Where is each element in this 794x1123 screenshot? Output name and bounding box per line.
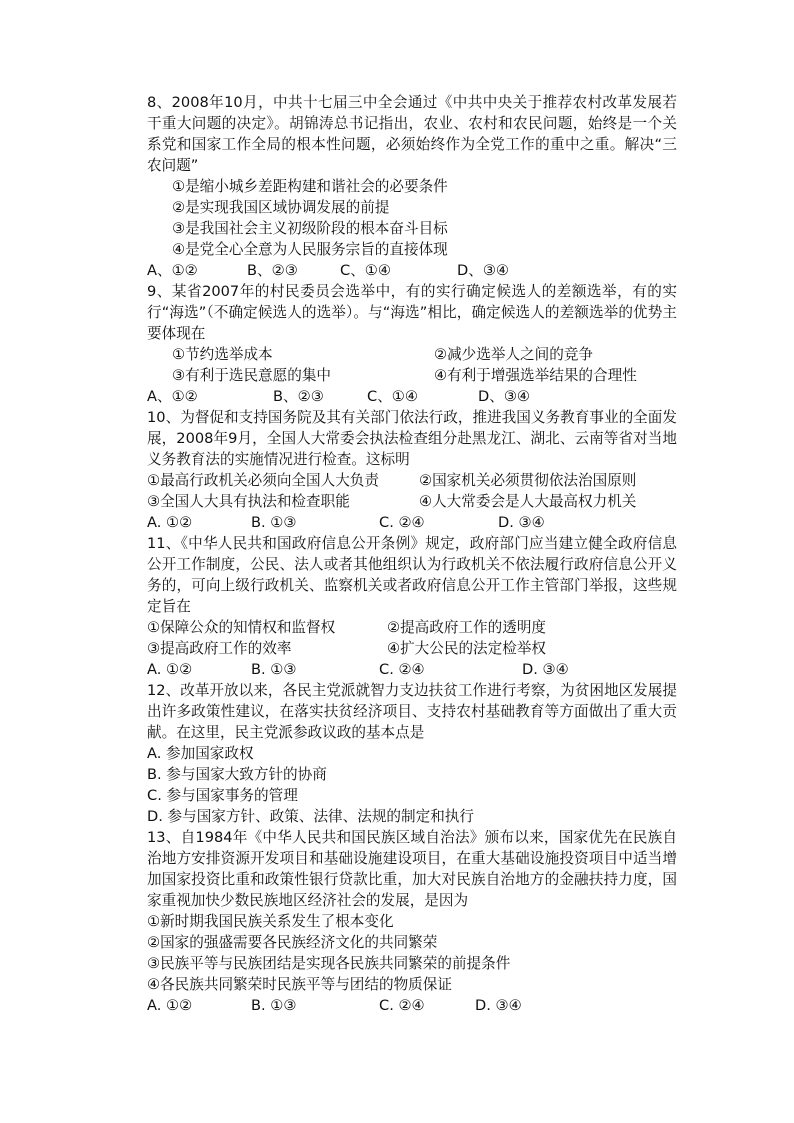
statement-option: ③提高政府工作的效率 bbox=[147, 640, 292, 657]
statement-option: ①最高行政机关必须向全国人大负责 bbox=[147, 472, 379, 489]
question-stem: 10、为督促和支持国务院及其有关部门依法行政，推进我国义务教育事业的全面发展，2008年9月，全国人大常委会执法检查组分赴黑龙江、湖北、云南等省对当地义务教育法的实施情况进行检查。这标明 bbox=[147, 409, 677, 468]
statement-option-row bbox=[147, 638, 677, 659]
answer-choice-b: B. 参与国家大致方针的协商 bbox=[147, 766, 327, 783]
statement-option: ①是缩小城乡差距构建和谐社会的必要条件 bbox=[172, 178, 448, 195]
question-stem: 12、改革开放以来，各民主党派就智力支边扶贫工作进行考察，为贫困地区发展提出许多政策性建议，在落实扶贫经济项目、支持农村基础教育等方面做出了重大贡献。在这里，民主党派参政议政的基本点是 bbox=[147, 682, 677, 741]
statement-option: ③全国人大具有执法和检查职能 bbox=[147, 493, 350, 510]
question-9 bbox=[147, 281, 677, 407]
statement-option: ②是实现我国区域协调发展的前提 bbox=[172, 199, 390, 216]
answer-choices bbox=[147, 659, 677, 680]
statement-option: ③有利于选民意愿的集中 bbox=[172, 367, 332, 384]
answer-choice-c: C. ②④ bbox=[379, 661, 425, 678]
answer-choice-b: B、②③ bbox=[247, 262, 298, 279]
statement-option-row bbox=[147, 365, 677, 386]
statement-option: ④人大常委会是人大最高权力机关 bbox=[419, 493, 637, 510]
statement-option-row bbox=[147, 470, 677, 491]
question-8 bbox=[147, 92, 677, 281]
statement-option: ②提高政府工作的透明度 bbox=[387, 619, 547, 636]
statement-option-row bbox=[147, 617, 677, 638]
question-10 bbox=[147, 407, 677, 533]
answer-choices bbox=[147, 995, 677, 1016]
statement-option: ③是我国社会主义初级阶段的根本奋斗目标 bbox=[172, 220, 448, 237]
statement-option-row bbox=[147, 344, 677, 365]
question-stem: 13、自1984年《中华人民共和国民族区域自治法》颁布以来，国家优先在民族自治地方安排资源开发项目和基础设施建设项目，在重大基础设施投资项目中适当增加国家投资比重和政策性银行贷款比重，加大对民族自治地方的金融扶持力度，国家重视加快少数民族地区经济社会的发展，是因为 bbox=[147, 829, 677, 909]
answer-choice-a: A. ①② bbox=[147, 514, 193, 531]
answer-choice-a: A. 参加国家政权 bbox=[147, 745, 254, 762]
statement-option: ④扩大公民的法定检举权 bbox=[387, 640, 547, 657]
answer-choice-d: D. ③④ bbox=[475, 997, 522, 1014]
statement-option: ①节约选举成本 bbox=[172, 346, 273, 363]
question-12 bbox=[147, 680, 677, 827]
answer-choice-c: C. ②④ bbox=[379, 514, 425, 531]
answer-choice-d: D. ③④ bbox=[522, 661, 569, 678]
question-13 bbox=[147, 827, 677, 1016]
answer-choice-b: B、②③ bbox=[273, 388, 324, 405]
answer-choice-d: D. 参与国家方针、政策、法律、法规的制定和执行 bbox=[147, 808, 474, 825]
question-stem: 11、《中华人民共和国政府信息公开条例》规定，政府部门应当建立健全政府信息公开工作制度，公民、法人或者其他组织认为行政机关不依法履行政府信息公开义务的，可向上级行政机关、监察机关或者政府信息公开工作主管部门举报，这些规定旨在 bbox=[147, 535, 677, 615]
answer-choices bbox=[147, 260, 677, 281]
answer-choice-a: A、①② bbox=[147, 262, 198, 279]
statement-option: ②国家的强盛需要各民族经济文化的共同繁荣 bbox=[147, 934, 438, 951]
exam-content bbox=[147, 92, 677, 1016]
answer-choice-c: C. ②④ bbox=[379, 997, 425, 1014]
statement-option: ①保障公众的知情权和监督权 bbox=[147, 619, 336, 636]
answer-choice-c: C、①④ bbox=[340, 262, 391, 279]
question-stem: 8、2008年10月，中共十七届三中全会通过《中共中央关于推荐农村改革发展若干重大问题的决定》。胡锦涛总书记指出，农业、农村和农民问题，始终是一个关系党和国家工作全局的根本性问题，必须始终作为全党工作的重中之重。解决“三农问题” bbox=[147, 94, 677, 174]
statement-option: ①新时期我国民族关系发生了根本变化 bbox=[147, 913, 394, 930]
statement-option: ④各民族共同繁荣时民族平等与团结的物质保证 bbox=[147, 976, 452, 993]
question-11 bbox=[147, 533, 677, 680]
statement-option: ④有利于增强选举结果的合理性 bbox=[434, 367, 637, 384]
statement-option: ②国家机关必须贯彻依法治国原则 bbox=[419, 472, 637, 489]
answer-choice-c: C. 参与国家事务的管理 bbox=[147, 787, 298, 804]
answer-choice-a: A、①② bbox=[147, 388, 198, 405]
statement-option: ③民族平等与民族团结是实现各民族共同繁荣的前提条件 bbox=[147, 955, 511, 972]
answer-choice-d: D、③④ bbox=[478, 388, 530, 405]
answer-choice-c: C、①④ bbox=[367, 388, 418, 405]
statement-option: ②减少选举人之间的竞争 bbox=[434, 346, 594, 363]
answer-choice-b: B. ①③ bbox=[251, 514, 297, 531]
answer-choices bbox=[147, 512, 677, 533]
answer-choice-b: B. ①③ bbox=[251, 997, 297, 1014]
answer-choice-b: B. ①③ bbox=[251, 661, 297, 678]
answer-choice-d: D、③④ bbox=[457, 262, 509, 279]
question-stem: 9、某省2007年的村民委员会选举中，有的实行确定候选人的差额选举，有的实行“海选”（不确定候选人的选举）。与“海选”相比，确定候选人的差额选举的优势主要体现在 bbox=[147, 283, 677, 342]
answer-choice-a: A. ①② bbox=[147, 661, 193, 678]
statement-option-row bbox=[147, 491, 677, 512]
statement-option: ④是党全心全意为人民服务宗旨的直接体现 bbox=[172, 241, 448, 258]
answer-choice-a: A. ①② bbox=[147, 997, 193, 1014]
answer-choices bbox=[147, 386, 677, 407]
answer-choice-d: D. ③④ bbox=[498, 514, 545, 531]
